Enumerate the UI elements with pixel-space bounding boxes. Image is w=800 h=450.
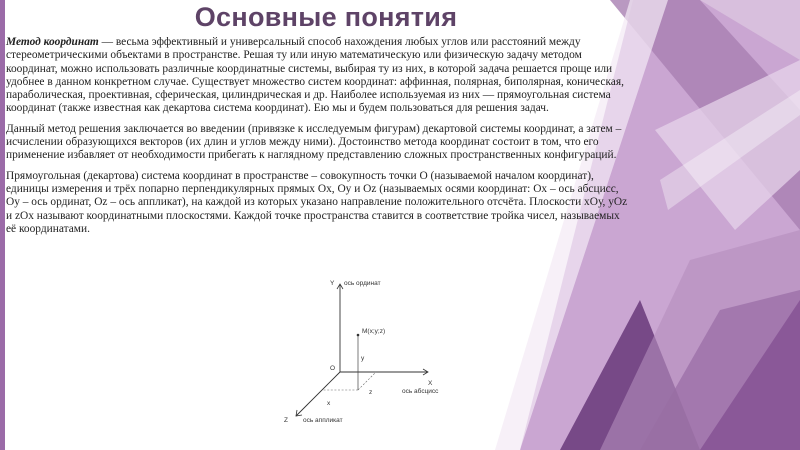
point-m [357,334,360,337]
x-axis-name: ось абсцисс [402,388,439,395]
origin-label: O [330,365,336,372]
y-coordinate-label: y [361,355,365,362]
z-axis-letter: Z [284,417,288,424]
slide-title: Основные понятия [194,2,458,32]
x-axis-letter: X [428,380,433,387]
paragraph-2: Данный метод решения заключается во введении (привязке к исследуемым фигурам) декартовой системы координат, а затем – исчислении образующихся векторов (их длин и углов между ними). Достоинство метода координат состоит в том, что его применение избавляет от необходимости прибегать к наглядному представлению сложных пространственных конфигураций. [6,122,622,162]
paragraph-1-text: — весьма эффективный и универсальный способ нахождения любых углов или расстояний между стереометрическими объектами в пространстве. Решая ту или иную математическую или физическую задачу методом координат, можно использовать различные координатные системы, выбирая ту из них, в которой задача решается проще или удобнее в данном конкретном случае. Существует множество систем координат: аффинная, полярная, биполярная, коническая, параболическая, проективная, сферическая, цилиндрическая и др. Наиболее используемая из них — прямоугольная система координат (также известная как декартова система координат). Ею мы и будем пользоваться для решения задач. [6,36,624,115]
paragraph-1 [6,36,628,116]
z-axis-line [296,372,340,416]
z-coordinate-label: z [369,389,373,396]
point-m-label: M(x;y;z) [362,328,386,335]
z-axis-name: ось аппликат [303,417,343,424]
m-x-projection [358,372,376,390]
slide-content [6,36,628,243]
left-accent-bar [0,0,5,450]
coordinate-axes-diagram [270,272,450,432]
y-axis-letter: Y [330,280,335,287]
term-coordinate-method: Метод координат [6,36,99,48]
y-axis-name: ось ординат [344,280,381,287]
paragraph-3: Прямоугольная (декартова) система координат в пространстве – совокупность точки О (называемой началом координат), единицы измерения и трёх попарно перпендикулярных прямых Ох, Оу и Оz (называемых осями координат: Ох – ось абсцисс, Оу – ось ординат, Оz – ось аппликат), на каждой из которых указано направление положительного отсчёта. Плоскости хОу, уОz и zOх называют координатными плоскостями. Каждой точке пространства ставится в соответствие тройка чисел, называемых её координатами. [6,169,628,235]
x-coordinate-label: x [327,400,331,407]
